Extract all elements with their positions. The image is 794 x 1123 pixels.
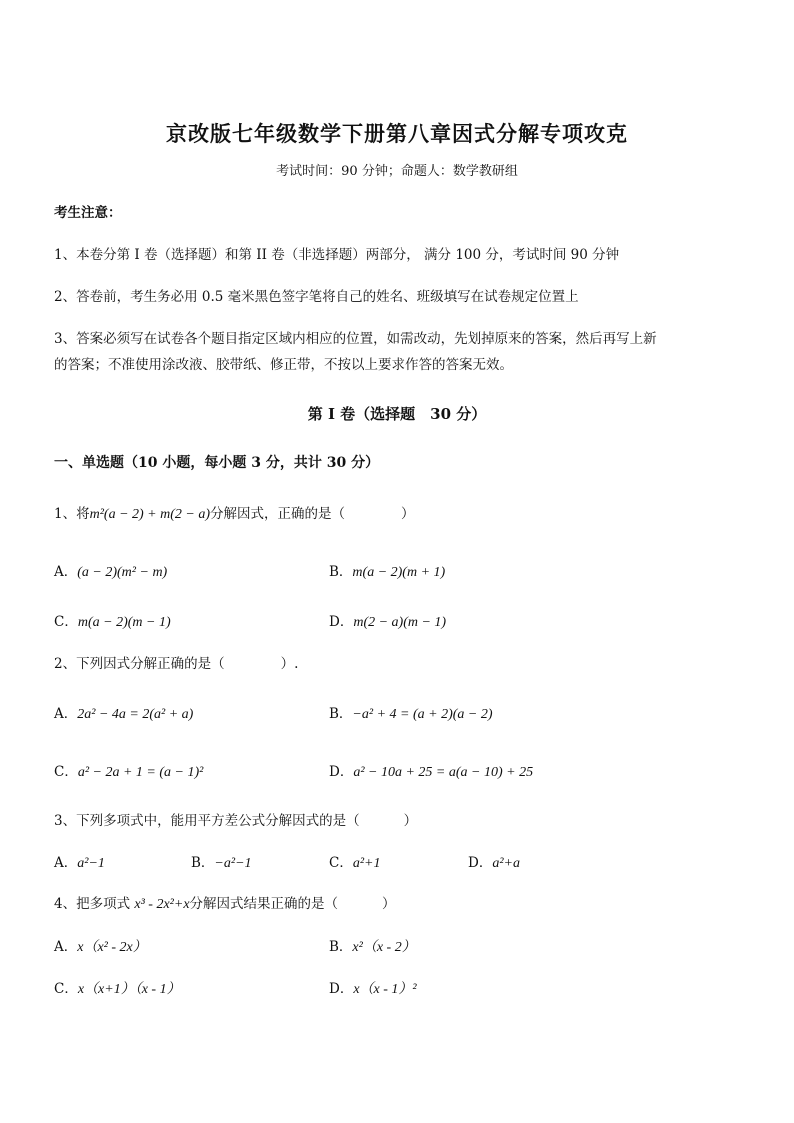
option-text: a²+1 xyxy=(352,856,381,871)
q1-option-c[interactable] xyxy=(54,610,171,631)
option-label: D． xyxy=(329,614,354,630)
option-text: m(2 − a)(m − 1) xyxy=(353,615,447,630)
option-text: a²+a xyxy=(492,856,520,871)
q3-option-c[interactable] xyxy=(329,851,381,872)
option-text: a² − 10a + 25 = a(a − 10) + 25 xyxy=(353,765,534,780)
option-label: B． xyxy=(329,706,353,722)
q1-option-d[interactable] xyxy=(329,610,446,631)
option-label: A． xyxy=(54,855,78,871)
q2-option-a[interactable] xyxy=(54,702,193,723)
note-item-3: 3、答案必须写在试卷各个题目指定区域内相应的位置，如需改动，先划掉原来的答案，然后再写上新 xyxy=(54,331,657,347)
option-text: −a² + 4 = (a + 2)(a − 2) xyxy=(352,707,493,722)
question-4-suffix: 分解因式结果正确的是（ xyxy=(189,896,339,912)
option-text: 2a² − 4a = 2(a² + a) xyxy=(77,707,194,722)
notes-heading: 考生注意： xyxy=(54,205,122,221)
option-label: A． xyxy=(54,706,78,722)
option-text: m(a − 2)(m + 1) xyxy=(352,565,446,580)
option-text: −a²−1 xyxy=(214,856,252,871)
q3-option-b[interactable] xyxy=(191,851,252,872)
question-1-close: ） xyxy=(401,506,415,522)
exam-info: 考试时间：90 分钟；命题人：数学教研组 xyxy=(276,164,518,179)
question-1-suffix: 分解因式，正确的是（ xyxy=(210,506,346,522)
question-3-prefix: 3、下列多项式中，能用平方差公式分解因式的是（ xyxy=(54,813,360,829)
option-label: B． xyxy=(329,564,353,580)
option-label: C． xyxy=(329,855,353,871)
question-2 xyxy=(54,652,298,672)
q4-option-c[interactable] xyxy=(54,977,181,998)
option-label: C． xyxy=(54,981,78,997)
q4-option-b[interactable] xyxy=(329,935,416,956)
option-label: D． xyxy=(468,855,493,871)
q3-option-a[interactable] xyxy=(54,851,105,872)
option-text: x（x² - 2x） xyxy=(77,940,147,955)
question-1 xyxy=(54,502,415,523)
part-heading: 一、单选题（10 小题，每小题 3 分，共计 30 分） xyxy=(54,455,380,471)
q2-option-d[interactable] xyxy=(329,760,533,781)
q4-option-d[interactable] xyxy=(329,977,417,998)
note-item-1: 1、本卷分第 I 卷（选择题）和第 II 卷（非选择题）两部分， 满分 100 分，考试时间 90 分钟 xyxy=(54,247,620,263)
option-label: B． xyxy=(329,939,353,955)
q3-option-d[interactable] xyxy=(468,851,520,872)
question-3 xyxy=(54,809,417,829)
option-text: x（x+1）（x - 1） xyxy=(77,982,181,997)
q4-option-a[interactable] xyxy=(54,935,147,956)
q2-option-c[interactable] xyxy=(54,760,203,781)
question-4-close: ） xyxy=(382,896,396,912)
question-3-close: ） xyxy=(403,813,418,829)
option-label: C． xyxy=(54,614,78,630)
note-item-3-cont: 的答案；不准使用涂改液、胶带纸、修正带，不按以上要求作答的答案无效。 xyxy=(54,357,513,373)
note-item-2: 2、答卷前，考生务必用 0.5 毫米黑色签字笔将自己的姓名、班级填写在试卷规定位置上 xyxy=(54,289,579,305)
section-title: 第 I 卷（选择题 30 分） xyxy=(307,405,487,423)
question-1-math: m²(a − 2) + m(2 − a) xyxy=(89,507,211,522)
q2-option-b[interactable] xyxy=(329,702,493,723)
option-label: B． xyxy=(191,855,215,871)
option-text: x²（x - 2） xyxy=(352,940,416,955)
question-2-close: ）. xyxy=(280,656,299,672)
option-text: a²−1 xyxy=(77,856,105,871)
option-text: (a − 2)(m² − m) xyxy=(77,565,168,580)
option-label: D． xyxy=(329,981,354,997)
question-2-prefix: 2、下列因式分解正确的是（ xyxy=(54,656,225,672)
question-4-prefix: 4、把多项式 xyxy=(54,896,131,912)
page-title: 京改版七年级数学下册第八章因式分解专项攻克 xyxy=(166,121,628,146)
option-text: a² − 2a + 1 = (a − 1)² xyxy=(77,765,204,780)
question-4-math: x³ - 2x²+x xyxy=(134,897,190,912)
option-label: A． xyxy=(54,564,78,580)
q1-option-a[interactable] xyxy=(54,560,167,581)
option-label: C． xyxy=(54,764,78,780)
q1-option-b[interactable] xyxy=(329,560,445,581)
option-text: m(a − 2)(m − 1) xyxy=(77,615,171,630)
question-1-prefix: 1、将 xyxy=(54,506,90,522)
option-label: D． xyxy=(329,764,354,780)
question-4 xyxy=(54,892,396,913)
option-label: A． xyxy=(54,939,78,955)
option-text: x（x - 1）² xyxy=(353,982,417,997)
